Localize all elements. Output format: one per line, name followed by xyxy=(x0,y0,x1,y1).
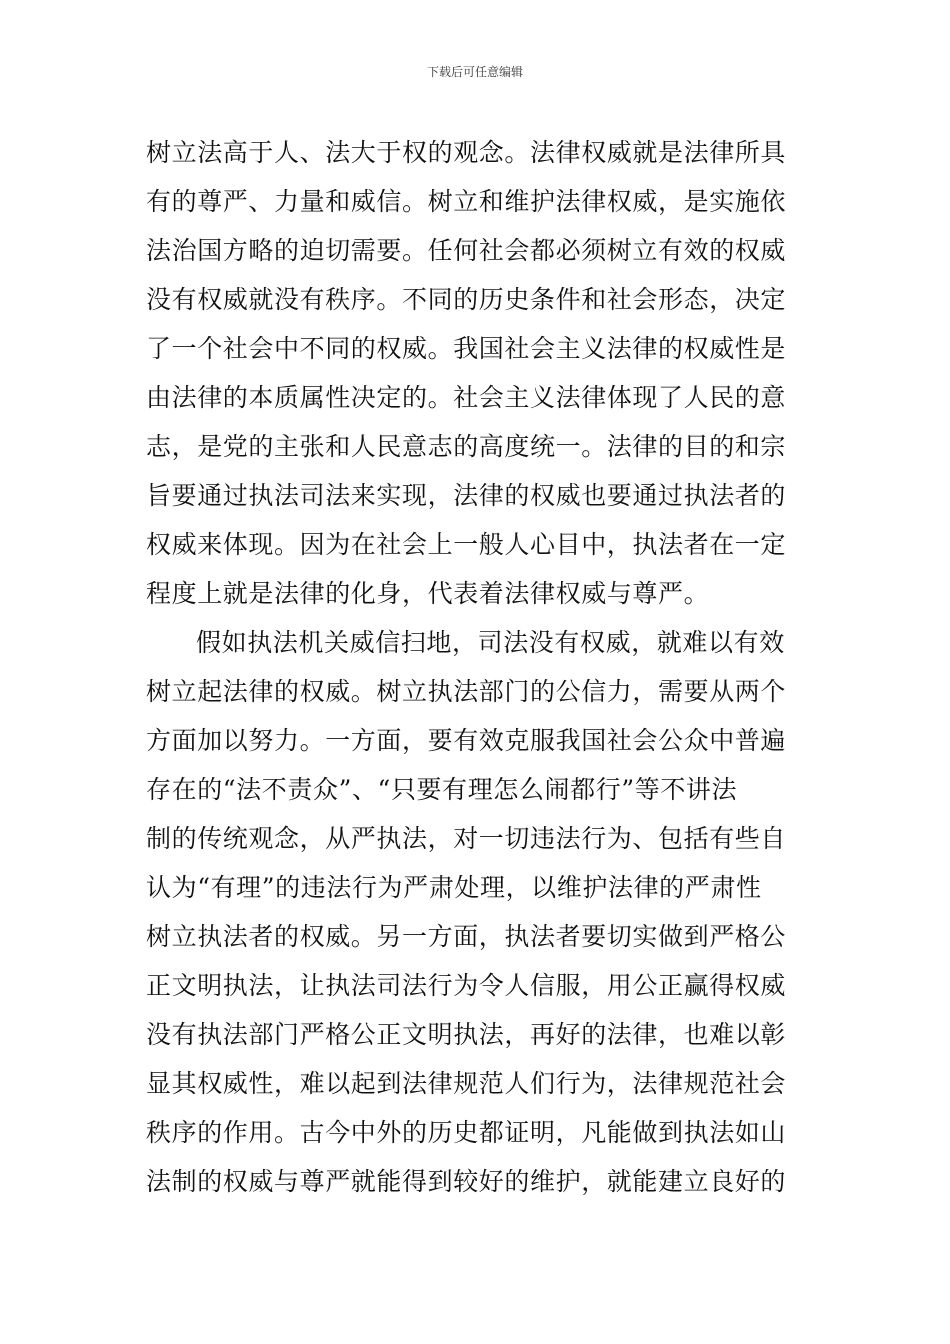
text-line: 树立执法者的权威。另一方面，执法者要切实做到严格公 xyxy=(146,922,787,951)
text-line: 正文明执法，让执法司法行为令人信服，用公正赢得权威 xyxy=(146,971,787,1000)
text-line: 秩序的作用。古今中外的历史都证明，凡能做到执法如山 xyxy=(146,1118,787,1147)
text-line: 存在的“法不责众”、“只要有理怎么闹都行”等不讲法 xyxy=(146,775,738,804)
text-line: 方面加以努力。一方面，要有效克服我国社会公众中普遍 xyxy=(146,726,787,755)
text-line: 法治国方略的迫切需要。任何社会都必须树立有效的权威 xyxy=(146,236,787,265)
text-line: 旨要通过执法司法来实现，法律的权威也要通过执法者的 xyxy=(146,481,787,510)
text-line: 没有执法部门严格公正文明执法，再好的法律，也难以彰 xyxy=(146,1020,787,1049)
text-line: 了一个社会中不同的权威。我国社会主义法律的权威性是 xyxy=(146,334,787,363)
paragraph-start-line: 假如执法机关威信扫地，司法没有权威，就难以有效 xyxy=(196,628,785,657)
text-line: 权威来体现。因为在社会上一般人心目中，执法者在一定 xyxy=(146,530,787,559)
text-line: 认为“有理”的违法行为严肃处理，以维护法律的严肃性 xyxy=(146,873,762,902)
text-line: 程度上就是法律的化身，代表着法律权威与尊严。 xyxy=(146,579,710,608)
text-line: 制的传统观念，从严执法，对一切违法行为、包括有些自 xyxy=(146,824,787,853)
text-line: 没有权威就没有秩序。不同的历史条件和社会形态，决定 xyxy=(146,285,787,314)
text-line: 树立起法律的权威。树立执法部门的公信力，需要从两个 xyxy=(146,677,787,706)
text-line: 法制的权威与尊严就能得到较好的维护，就能建立良好的 xyxy=(146,1167,787,1196)
page-header: 下载后可任意编辑 xyxy=(426,65,523,79)
text-line: 树立法高于人、法大于权的观念。法律权威就是法律所具 xyxy=(146,138,787,167)
text-line: 显其权威性，难以起到法律规范人们行为，法律规范社会 xyxy=(146,1069,787,1098)
document-body xyxy=(146,128,826,1206)
text-line: 由法律的本质属性决定的。社会主义法律体现了人民的意 xyxy=(146,383,787,412)
text-line: 志，是党的主张和人民意志的高度统一。法律的目的和宗 xyxy=(146,432,787,461)
text-line: 有的尊严、力量和威信。树立和维护法律权威，是实施依 xyxy=(146,187,787,216)
